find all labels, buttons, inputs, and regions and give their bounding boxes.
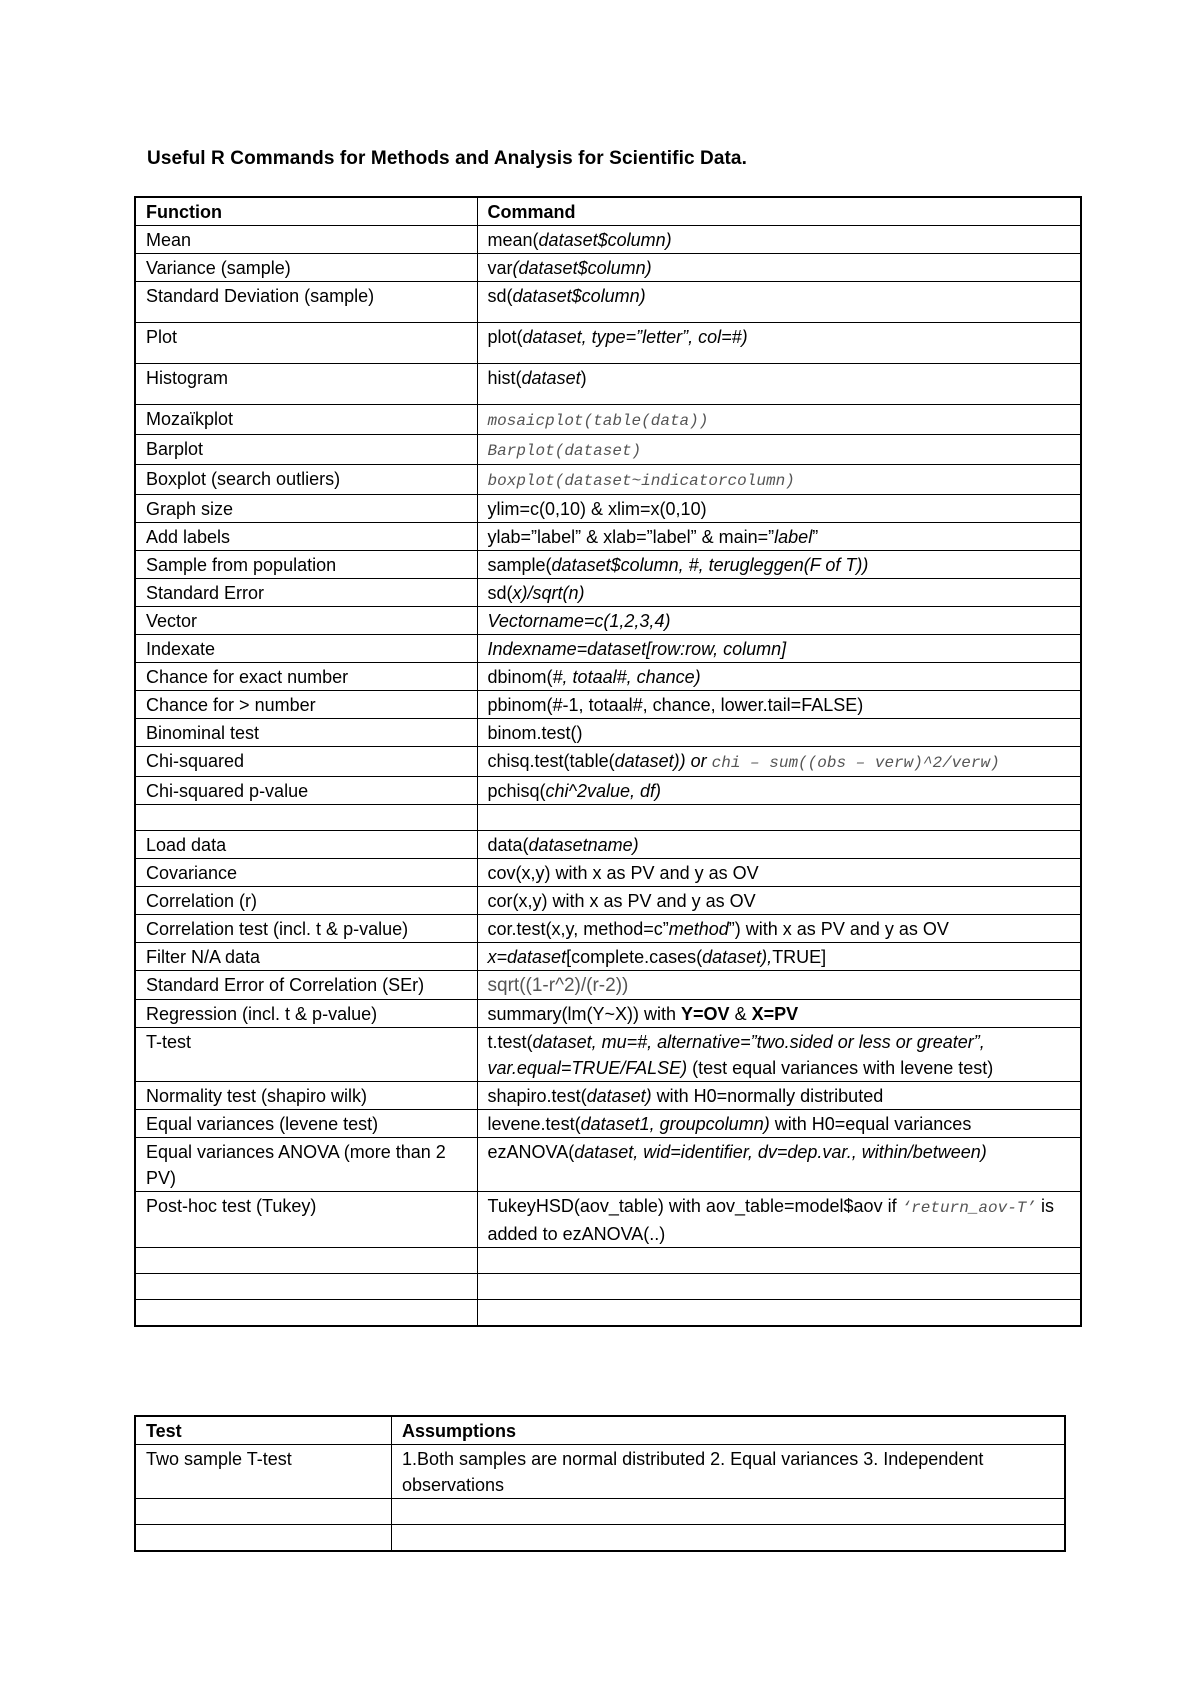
table-row: [135, 663, 1081, 691]
table-row: [135, 719, 1081, 747]
table-row: [135, 831, 1081, 859]
function-cell: Chance for exact number: [135, 663, 477, 691]
table-row: [135, 405, 1081, 435]
function-cell: Indexate: [135, 635, 477, 663]
function-cell: Add labels: [135, 523, 477, 551]
header-test: Test: [135, 1416, 392, 1445]
command-cell: summary(lm(Y~X)) with Y=OV & X=PV: [477, 1000, 1081, 1028]
assumptions-cell: [392, 1499, 1066, 1525]
function-cell: T-test: [135, 1028, 477, 1082]
table-row: [135, 1274, 1081, 1300]
header-assumptions: Assumptions: [392, 1416, 1066, 1445]
table-row: [135, 691, 1081, 719]
command-cell: chisq.test(table(dataset)) or chi – sum((obs – verw)^2/verw): [477, 747, 1081, 777]
command-cell: plot(dataset, type=”letter”, col=#): [477, 323, 1081, 364]
test-cell: [135, 1525, 392, 1552]
command-cell: [477, 1300, 1081, 1327]
command-cell: cor.test(x,y, method=c”method”) with x as PV and y as OV: [477, 915, 1081, 943]
function-cell: Chi-squared p-value: [135, 777, 477, 805]
command-cell: Indexname=dataset[row:row, column]: [477, 635, 1081, 663]
command-cell: data(datasetname): [477, 831, 1081, 859]
function-cell: Chi-squared: [135, 747, 477, 777]
table-row: [135, 1028, 1081, 1082]
command-cell: cor(x,y) with x as PV and y as OV: [477, 887, 1081, 915]
function-cell: Standard Error: [135, 579, 477, 607]
function-cell: Correlation test (incl. t & p-value): [135, 915, 477, 943]
function-cell: Standard Error of Correlation (SEr): [135, 971, 477, 1000]
function-cell: Normality test (shapiro wilk): [135, 1082, 477, 1110]
table-row: [135, 579, 1081, 607]
table-row: [135, 915, 1081, 943]
command-cell: [477, 1274, 1081, 1300]
table-row: [135, 1499, 1065, 1525]
table-row: [135, 523, 1081, 551]
table-row: [135, 551, 1081, 579]
function-cell: Mean: [135, 226, 477, 254]
command-cell: [477, 1248, 1081, 1274]
command-cell: hist(dataset): [477, 364, 1081, 405]
table-row: [135, 943, 1081, 971]
function-cell: Equal variances (levene test): [135, 1110, 477, 1138]
command-cell: sample(dataset$column, #, terugleggen(F of T)): [477, 551, 1081, 579]
table-row: [135, 805, 1081, 831]
assumptions-table: [134, 1415, 1066, 1552]
table-row: [135, 971, 1081, 1000]
table-row: [135, 607, 1081, 635]
function-cell: Histogram: [135, 364, 477, 405]
table-row: [135, 1192, 1081, 1248]
command-cell: mean(dataset$column): [477, 226, 1081, 254]
table-row: [135, 1300, 1081, 1327]
function-cell: Graph size: [135, 495, 477, 523]
command-cell: Vectorname=c(1,2,3,4): [477, 607, 1081, 635]
command-cell: sd(x)/sqrt(n): [477, 579, 1081, 607]
command-cell: dbinom(#, totaal#, chance): [477, 663, 1081, 691]
test-cell: Two sample T-test: [135, 1445, 392, 1499]
function-cell: Plot: [135, 323, 477, 364]
table-header-row: [135, 197, 1081, 226]
function-cell: Filter N/A data: [135, 943, 477, 971]
command-cell: ylab=”label” & xlab=”label” & main=”label”: [477, 523, 1081, 551]
table-row: [135, 1248, 1081, 1274]
command-cell: pbinom(#-1, totaal#, chance, lower.tail=FALSE): [477, 691, 1081, 719]
table-header-row: [135, 1416, 1065, 1445]
table-row: [135, 465, 1081, 495]
table-row: [135, 1110, 1081, 1138]
table-row: [135, 887, 1081, 915]
table-row: [135, 635, 1081, 663]
table-row: [135, 777, 1081, 805]
function-cell: Load data: [135, 831, 477, 859]
function-cell: Standard Deviation (sample): [135, 282, 477, 323]
page-title: Useful R Commands for Methods and Analysis for Scientific Data.: [147, 148, 747, 169]
table-row: [135, 1525, 1065, 1552]
function-cell: Regression (incl. t & p-value): [135, 1000, 477, 1028]
table-row: [135, 254, 1081, 282]
header-function: Function: [135, 197, 477, 226]
table-row: [135, 1082, 1081, 1110]
table-row: [135, 859, 1081, 887]
assumptions-cell: [392, 1525, 1066, 1552]
command-cell: x=dataset[complete.cases(dataset),TRUE]: [477, 943, 1081, 971]
function-cell: [135, 1300, 477, 1327]
command-cell: levene.test(dataset1, groupcolumn) with H0=equal variances: [477, 1110, 1081, 1138]
command-cell: var(dataset$column): [477, 254, 1081, 282]
table-row: [135, 226, 1081, 254]
table-row: [135, 282, 1081, 323]
function-cell: Post-hoc test (Tukey): [135, 1192, 477, 1248]
function-cell: Equal variances ANOVA (more than 2 PV): [135, 1138, 477, 1192]
header-command: Command: [477, 197, 1081, 226]
command-cell: ylim=c(0,10) & xlim=x(0,10): [477, 495, 1081, 523]
function-cell: Chance for > number: [135, 691, 477, 719]
function-cell: Correlation (r): [135, 887, 477, 915]
table-row: [135, 323, 1081, 364]
function-cell: Covariance: [135, 859, 477, 887]
function-cell: Vector: [135, 607, 477, 635]
function-cell: Barplot: [135, 435, 477, 465]
function-cell: Sample from population: [135, 551, 477, 579]
command-cell: Barplot(dataset): [477, 435, 1081, 465]
command-cell: boxplot(dataset~indicatorcolumn): [477, 465, 1081, 495]
function-cell: [135, 1274, 477, 1300]
test-cell: [135, 1499, 392, 1525]
command-cell: t.test(dataset, mu=#, alternative=”two.sided or less or greater”, var.equal=TRUE/FALSE) (test equal variances with levene test): [477, 1028, 1081, 1082]
table-row: [135, 1445, 1065, 1499]
function-cell: [135, 1248, 477, 1274]
assumptions-cell: 1.Both samples are normal distributed 2. Equal variances 3. Independent observations: [392, 1445, 1066, 1499]
commands-table: [134, 196, 1082, 1327]
table-row: [135, 1000, 1081, 1028]
command-cell: cov(x,y) with x as PV and y as OV: [477, 859, 1081, 887]
table-row: [135, 1138, 1081, 1192]
command-cell: shapiro.test(dataset) with H0=normally distributed: [477, 1082, 1081, 1110]
command-cell: mosaicplot(table(data)): [477, 405, 1081, 435]
table-row: [135, 495, 1081, 523]
command-cell: sd(dataset$column): [477, 282, 1081, 323]
table-row: [135, 435, 1081, 465]
function-cell: Mozaïkplot: [135, 405, 477, 435]
command-cell: ezANOVA(dataset, wid=identifier, dv=dep.var., within/between): [477, 1138, 1081, 1192]
function-cell: [135, 805, 477, 831]
table-row: [135, 747, 1081, 777]
command-cell: sqrt((1-r^2)/(r-2)): [477, 971, 1081, 1000]
function-cell: Binominal test: [135, 719, 477, 747]
command-cell: TukeyHSD(aov_table) with aov_table=model$aov if ‘return_aov-T’ is added to ezANOVA(..): [477, 1192, 1081, 1248]
function-cell: Variance (sample): [135, 254, 477, 282]
function-cell: Boxplot (search outliers): [135, 465, 477, 495]
command-cell: [477, 805, 1081, 831]
command-cell: pchisq(chi^2value, df): [477, 777, 1081, 805]
table-row: [135, 364, 1081, 405]
command-cell: binom.test(): [477, 719, 1081, 747]
